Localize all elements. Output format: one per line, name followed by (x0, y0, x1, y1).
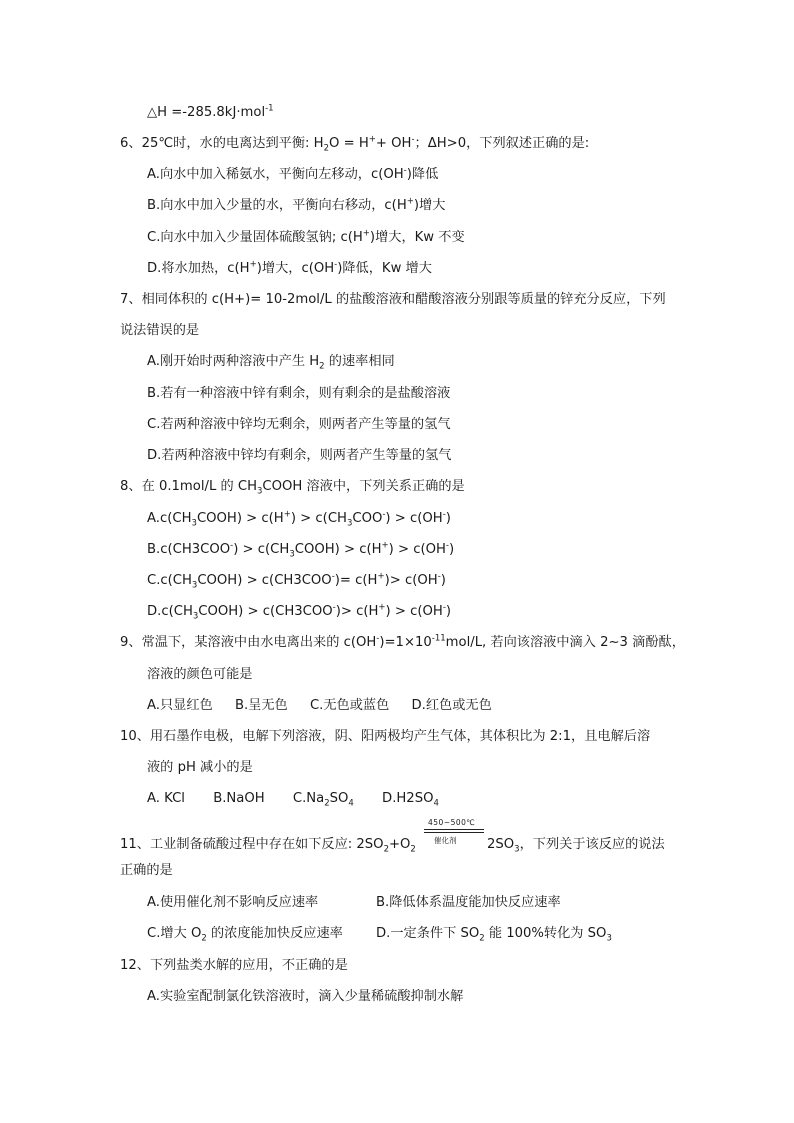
question-10-line-2: 液的 pH 减小的是 (147, 760, 253, 775)
question-7-option-c: C.若两种溶液中锌均无剩余，则两者产生等量的氢气 (147, 417, 451, 432)
reaction-catalyst: 催化剂 (434, 836, 457, 845)
question-12-option-a: A.实验室配制氯化铁溶液时，滴入少量稀硫酸抑制水解 (147, 989, 464, 1004)
question-6-option-a: A.向水中加入稀氨水，平衡向左移动，c(OH-)降低 (147, 165, 439, 182)
question-9-option-b: B.呈无色 (234, 698, 288, 713)
question-11-line-2: 正确的是 (120, 863, 173, 878)
question-8-option-a: $A.c(CH_3COOH) > c(H^+) > c(CH_3COO^-) > c(OH^-)$ (147, 509, 451, 529)
question-9-option-a: A.只显红色 (147, 698, 213, 713)
question-7-option-b: B.若有一种溶液中锌有剩余，则有剩余的是盐酸溶液 (147, 386, 451, 401)
question-8: 8、在 0.1mol/L 的 $CH_3COOH$ 溶液中，下列关系正确的是 (120, 479, 465, 497)
question-7-option-d: D.若两种溶液中锌均有剩余，则两者产生等量的氢气 (147, 448, 452, 463)
enthalpy-value: △H =-285.8kJ·mol (147, 105, 266, 120)
reaction-temperature: 450~500℃ (428, 818, 476, 827)
question-11-option-b: B.降低体系温度能加快反应速率 (376, 895, 561, 910)
question-10-options (147, 790, 457, 808)
question-10-option-c: $C.Na_2SO_4$ (292, 791, 354, 809)
equilibrium-arrow-line-bottom (424, 832, 484, 833)
question-12: 12、下列盐类水解的应用，不正确的是 (120, 958, 348, 973)
question-11-option-c: C.增大 $O_2$ 的浓度能加快反应速率 (147, 926, 343, 944)
question-9-line-1: 9、常温下，某溶液中由水电离出来的 $c(OH^-)=1\times 10^{-11}mol/L$, 若向该溶液中滴入 2~3 滴酚酞， (120, 633, 685, 650)
question-10-option-a: A. KCl (147, 791, 185, 806)
question-6-option-b: B.向水中加入少量的水，平衡向右移动，c(H+)增大 (147, 196, 446, 213)
question-8-option-b: $B.c(CH3COO^-) > c(CH_3COOH) > c(H^+) > c(OH^-)$ (147, 540, 455, 560)
question-6: 6、25℃时，水的电离达到平衡: $H_2O = H^++ OH^-$；ΔH>0，下列叙述正确的是: (120, 134, 590, 154)
question-9-line-2: 溶液的颜色可能是 (147, 667, 253, 682)
question-10-line-1: 10、用石墨作电极，电解下列溶液，阴、阳两极均产生气体，其体积比为 2:1，且电解后溶 (120, 729, 651, 744)
enthalpy-unit-exponent: -1 (265, 103, 274, 114)
enthalpy-line (147, 104, 274, 122)
question-11-suffix: $2SO_3$，下列关于该反应的说法 (487, 837, 665, 855)
question-6-option-d: D.将水加热，c(H+)增大，c(OH-)降低，Kw 增大 (147, 259, 432, 276)
reaction-condition-arrow (424, 818, 486, 850)
question-9-option-c: C.无色或蓝色 (309, 698, 390, 713)
equilibrium-arrow-line-top (424, 829, 484, 830)
question-11-option-d: D.一定条件下 $SO_2$ 能 100%转化为 $SO_3$ (376, 926, 612, 944)
question-7-line-1: 7、相同体积的 c(H+)= 10-2mol/L 的盐酸溶液和醋酸溶液分别跟等质量的锌充分反应，下列 (120, 292, 666, 307)
question-10-option-d: $D.H2SO_4$ (382, 791, 439, 809)
question-11-option-a: A.使用催化剂不影响反应速率 (147, 895, 319, 910)
question-7-option-a: A.刚开始时两种溶液中产生 $H_2$ 的速率相同 (147, 354, 395, 372)
question-8-option-d: $D.c(CH_3COOH) > c(CH3COO^-)> c(H^+) > c(OH^-)$ (147, 602, 452, 622)
question-6-option-c: C.向水中加入少量固体硫酸氢钠; c(H+)增大，Kw 不变 (147, 228, 465, 245)
question-11-prefix: 11、工业制备硫酸过程中存在如下反应: $2SO_2+O_2$ (120, 837, 416, 855)
question-7-line-2: 说法错误的是 (120, 323, 200, 338)
question-8-option-c: $C.c(CH_3COOH) > c(CH3COO^-)= c(H^+)> c(OH^-)$ (147, 571, 446, 591)
question-9-options (147, 697, 510, 715)
question-10-option-b: B.NaOH (213, 791, 265, 806)
question-9-option-d: D.红色或无色 (411, 698, 492, 713)
